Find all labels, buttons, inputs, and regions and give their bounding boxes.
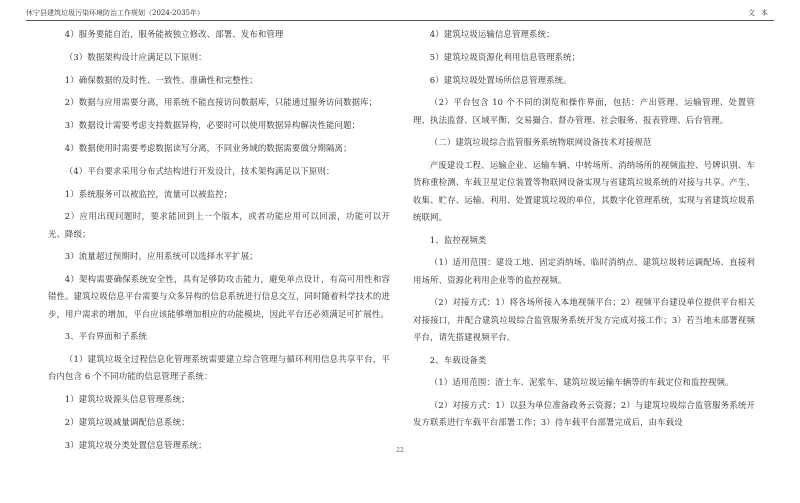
right-column <box>413 26 755 437</box>
paragraph: 6）建筑垃圾处置场所信息管理系统。 <box>429 74 572 85</box>
paragraph: （2）对接方式：1）将各场所接入本地视频平台；2）视频平台建设单位提供平台相关对接接口，并配合建筑垃圾综合监管服务系统开发方完成对接工作；3）若当地未部署视频平台，请先搭建视频平台。 <box>413 297 755 342</box>
paragraph: （1）适用范围：建设工地、固定消纳场、临时消纳点、建筑垃圾转运调配场、直接利用场所、资源化利用企业等的监控视频。 <box>413 257 755 285</box>
page-number: 22 <box>396 447 404 454</box>
paragraph: 4）服务要能自治，服务能被独立修改、部署、发布和管理 <box>64 29 284 39</box>
paragraph: 2）建筑垃圾减量调配信息系统； <box>64 416 190 427</box>
paragraph: （1）建筑垃圾全过程信息化管理系统需要建立综合管理与循环利用信息共享平台，平台内包含 6 个不同功能的信息管理子系统： <box>48 354 390 382</box>
section-heading: 3、平台界面和子系统 <box>64 331 147 342</box>
paragraph: 1）建筑垃圾源头信息管理系统； <box>64 394 190 405</box>
paragraph: （2）平台包含 10 个不同的浏览和操作界面，包括：产出管理、运输管理、处置管理、执法监督、区域平衡、交易撮合、督办管理、社会服务、报表管理、后台管理。 <box>413 97 755 125</box>
paragraph: 3）数据设计需要考虑支持数据异构，必要时可以使用数据异构解决性能问题； <box>64 120 361 131</box>
paragraph: （1）适用范围：渣土车、泥浆车、建筑垃圾运输车辆等的车载定位和监控视频。 <box>429 377 734 388</box>
paragraph: 1）系统服务可以被监控，流量可以被监控； <box>64 188 233 199</box>
paragraph: （2）对接方式：1）以县为单位准备政务云资源；2）与建筑垃圾综合监管服务系统开发方联系进行车载平台部署工作；3）待车载平台部署完成后，由车载设 <box>413 400 755 428</box>
paragraph: 2）应用出现问题时，要求能回到上一个版本，或者功能应用可以回滚，功能可以开光、降级； <box>48 211 390 239</box>
header-label: 文本 <box>748 9 774 17</box>
header-title: 休宁县建筑垃圾污染环境防治工作规划（2024-2035年） <box>26 9 204 17</box>
paragraph: 5）建筑垃圾资源化利用信息管理系统； <box>429 51 581 62</box>
paragraph: 4）数据使用时需要考虑数据读写分离，不同业务域的数据需要做分期隔离； <box>64 142 352 153</box>
section-heading: 2、车载设备类 <box>429 354 487 365</box>
section-heading: 1、监控视频类 <box>429 234 487 245</box>
page-header <box>26 0 774 21</box>
left-column <box>48 26 390 460</box>
paragraph: 1）确保数据的及时性、一致性、准确性和完整性； <box>64 74 258 85</box>
paragraph: 2）数据与应用需要分离，用系统不能直接访问数据库，只能通过服务访问数据库； <box>64 97 378 108</box>
paragraph: （3）数据架构设计应满足以下原则： <box>64 51 207 62</box>
paragraph: 4）架构需要确保系统安全性，具有足够防攻击能力，避免单点设计，有高可用性和容错性。建筑垃圾信息平台需要与众多异构的信息系统进行信息交互，同时随着科学技术的进步，用户需求的增加，平台应该能够增加相应的功能模块，因此平台还必须满足可扩展性。 <box>48 274 390 319</box>
section-heading: （二）建筑垃圾综合监管服务系统物联网设备技术对接规范 <box>429 137 652 148</box>
paragraph: 4）建筑垃圾运输信息管理系统； <box>429 29 555 39</box>
paragraph: 3）建筑垃圾分类处置信息管理系统； <box>64 439 207 450</box>
paragraph: （4）平台要求采用分布式结构进行开发设计，技术架构满足以下原则： <box>64 165 335 176</box>
paragraph: 3）流量超过预期时，应用系统可以选择水平扩展； <box>64 251 258 262</box>
paragraph: 产废建设工程、运输企业、运输车辆、中转场所、消纳场所的视频监控、号牌识别、车货称重检测、车载卫星定位装置等物联网设备实现与省建筑垃圾系统的对接与共享。产生、收集、贮存、运输、利用、处置建筑垃圾的单位，其数字化管理系统，实现与省建筑垃圾系统联网。 <box>413 160 755 222</box>
